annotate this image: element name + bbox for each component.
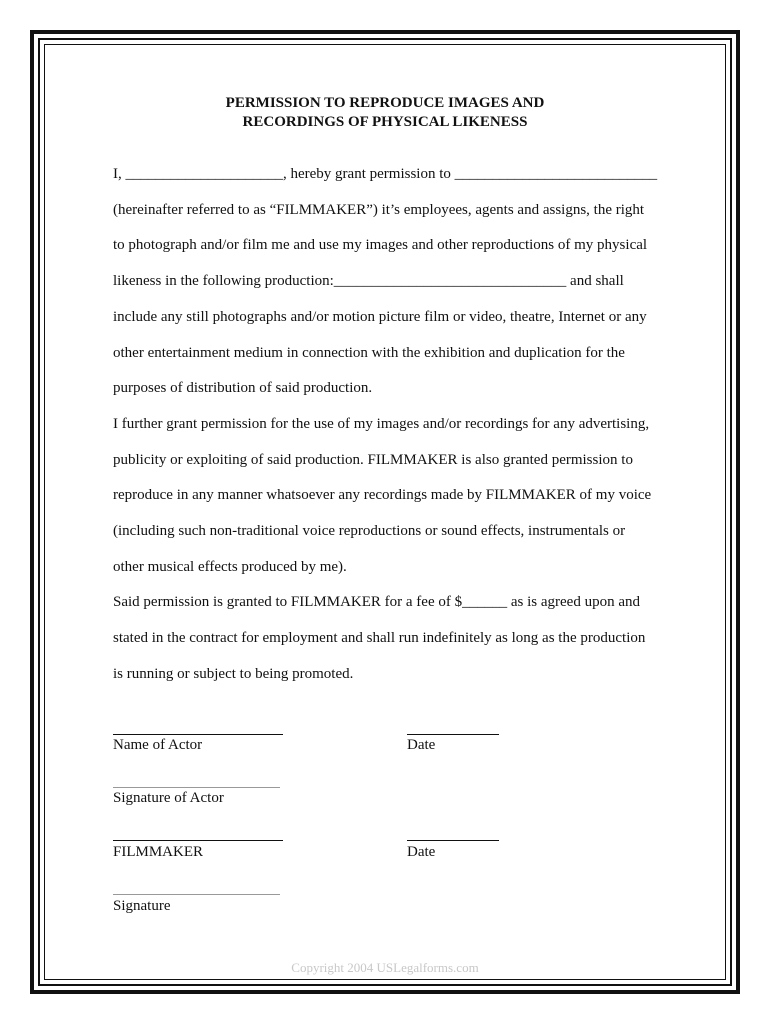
- body-line: likeness in the following production:_______________________________ and shall: [113, 273, 624, 290]
- body-line: Said permission is granted to FILMMAKER for a fee of $______ as is agreed upon and: [113, 594, 640, 611]
- copyright-notice: Copyright 2004 USLegalforms.com: [291, 960, 479, 975]
- signature-of-actor-label: Signature of Actor: [113, 790, 224, 806]
- title-line-1: PERMISSION TO REPRODUCE IMAGES AND: [225, 95, 545, 111]
- body-line: publicity or exploiting of said production. FILMMAKER is also granted permission to: [113, 451, 633, 468]
- body-line: purposes of distribution of said production.: [113, 380, 373, 397]
- body-line: (hereinafter referred to as “FILMMAKER”) it’s employees, agents and assigns, the right: [113, 201, 645, 218]
- actor-signature-line[interactable]: [113, 787, 280, 788]
- date-label-1: Date: [407, 737, 436, 753]
- document-body: [113, 157, 673, 693]
- date-label-2: Date: [407, 844, 436, 860]
- name-of-actor-label: Name of Actor: [113, 737, 203, 753]
- body-line: other entertainment medium in connection with the exhibition and duplication for the: [113, 344, 625, 361]
- document-title: [0, 94, 770, 132]
- filmmaker-signature-line[interactable]: [113, 894, 280, 895]
- date-line-1[interactable]: [407, 734, 499, 735]
- body-line: I, _____________________, hereby grant permission to ___________________________: [113, 166, 658, 182]
- filmmaker-label: FILMMAKER: [113, 844, 204, 860]
- body-line: stated in the contract for employment and shall run indefinitely as long as the production: [113, 630, 646, 647]
- body-line: to photograph and/or film me and use my images and other reproductions of my physical: [113, 237, 648, 254]
- title-line-2: RECORDINGS OF PHYSICAL LIKENESS: [242, 114, 528, 130]
- body-line: I further grant permission for the use of my images and/or recordings for any advertising,: [113, 415, 650, 432]
- body-line: include any still photographs and/or motion picture film or video, theatre, Internet or any: [113, 308, 647, 325]
- body-line: reproduce in any manner whatsoever any recordings made by FILMMAKER of my voice: [113, 487, 652, 504]
- date-line-2[interactable]: [407, 840, 499, 841]
- filmmaker-line[interactable]: [113, 840, 283, 841]
- body-line: is running or subject to being promoted.: [113, 665, 354, 682]
- body-line: (including such non-traditional voice reproductions or sound effects, instrumentals or: [113, 523, 626, 540]
- body-line: other musical effects produced by me).: [113, 558, 347, 575]
- actor-name-line[interactable]: [113, 734, 283, 735]
- signature-label: Signature: [113, 898, 171, 914]
